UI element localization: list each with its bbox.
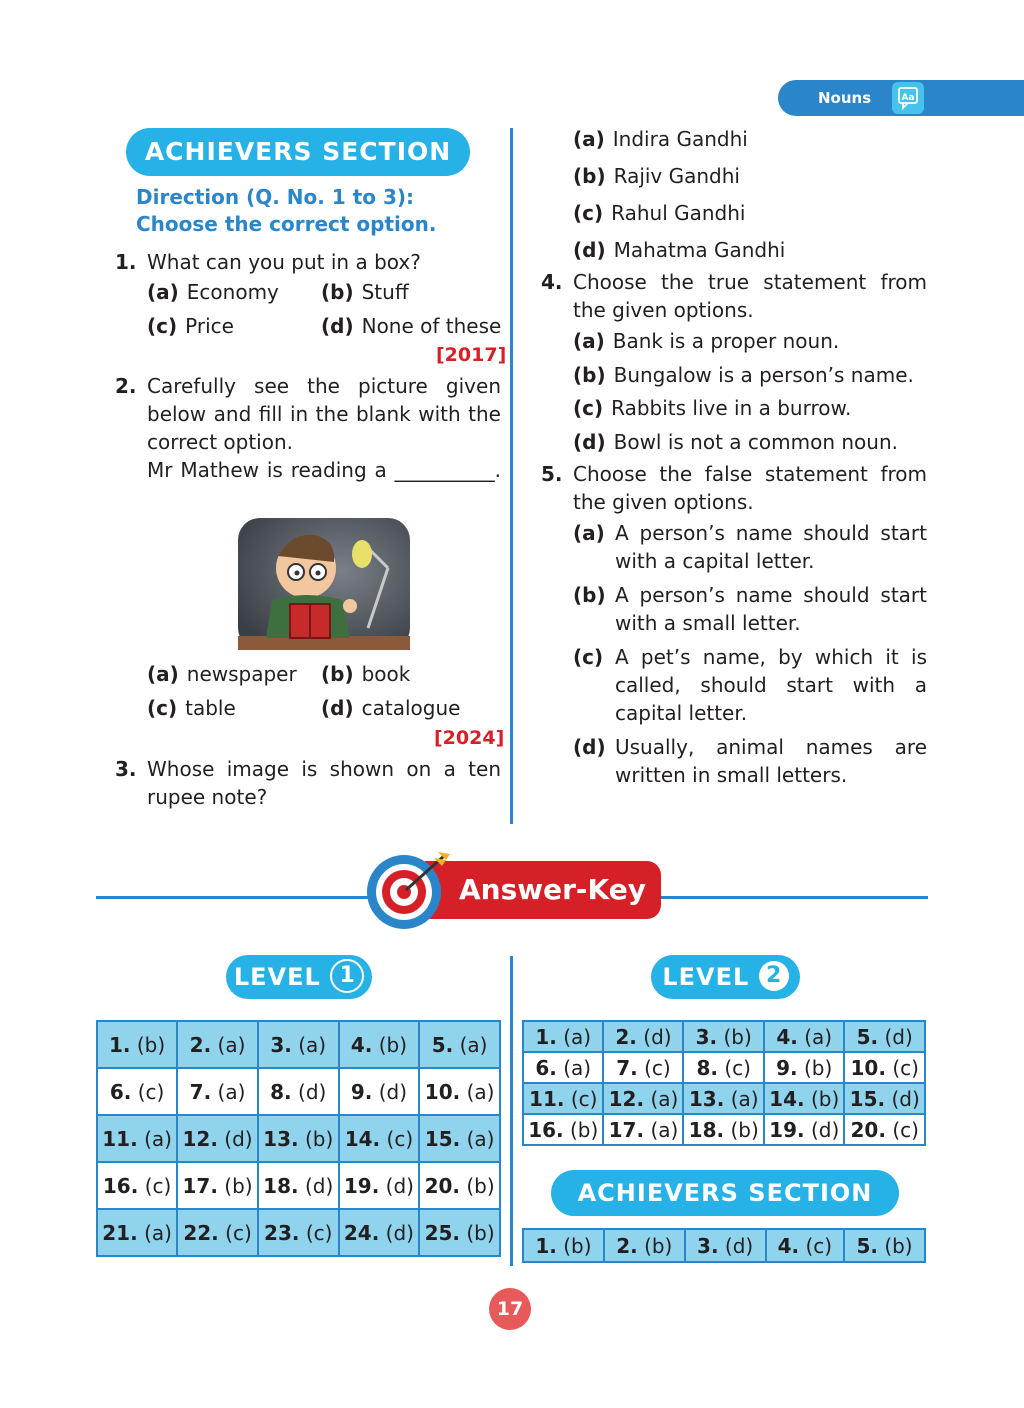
answer-cell: 23. (c) [258,1209,339,1256]
answer-cell: 10. (a) [419,1068,500,1115]
column-divider [510,128,513,824]
q3-option-d: (d) Mahatma Gandhi [573,238,786,262]
answer-row [97,1162,500,1209]
q2-option-c: (c) table [147,696,236,720]
answer-cell: 9. (b) [764,1052,844,1083]
direction-text: Direction (Q. No. 1 to 3): Choose the correct option. [136,185,437,236]
q1-option-d: (d) None of these [321,314,502,338]
q3-option-c: (c) Rahul Gandhi [573,201,746,225]
q5-option-c: (c) A pet’s name, by which it is called, should start with a capital letter. [573,645,927,725]
answer-row [97,1021,500,1068]
answer-cell: 16. (b) [523,1114,603,1145]
answer-cell: 17. (b) [177,1162,258,1209]
answer-cell: 15. (d) [844,1083,925,1114]
question-4: 4. Choose the true statement from the given options. [541,270,927,322]
answer-cell: 17. (a) [603,1114,683,1145]
answer-cell: 3. (a) [258,1021,339,1068]
answer-cell: 6. (c) [97,1068,177,1115]
answer-row [523,1229,925,1262]
answer-cell: 5. (a) [419,1021,500,1068]
q4-option-d: (d) Bowl is not a common noun. [573,430,898,454]
level-1-label: LEVEL 1 [226,955,372,999]
answer-cell: 6. (a) [523,1052,603,1083]
level-1-number: 1 [330,959,364,993]
q2-year: [2024] [434,727,505,749]
answer-cell: 16. (c) [97,1162,177,1209]
answer-cell: 1. (b) [97,1021,177,1068]
answer-cell: 11. (a) [97,1115,177,1162]
achievers-section-heading: ACHIEVERS SECTION [126,128,470,176]
answer-cell: 3. (b) [683,1021,763,1052]
question-3: 3. Whose image is shown on a ten rupee note? [115,757,501,809]
q2-option-a: (a) newspaper [147,662,297,686]
answer-cell: 10. (c) [844,1052,925,1083]
answer-cell: 12. (a) [603,1083,683,1114]
answer-cell: 12. (d) [177,1115,258,1162]
question-2: 2. Carefully see the picture given below and fill in the blank with the correct option. Mr Mathew is reading a __________. [115,374,501,482]
answer-cell: 5. (d) [844,1021,925,1052]
q5-option-b: (b) A person’s name should start with a small letter. [573,583,927,635]
q1-option-c: (c) Price [147,314,234,338]
question-5: 5. Choose the false statement from the given options. [541,462,927,514]
q5-option-a: (a) A person’s name should start with a capital letter. [573,521,927,573]
answer-cell: 4. (c) [766,1229,845,1262]
answer-cell: 19. (d) [764,1114,844,1145]
answer-key-rule-left [96,896,370,899]
answer-cell: 25. (b) [419,1209,500,1256]
answer-row [523,1052,925,1083]
answer-row [97,1209,500,1256]
answer-row [523,1083,925,1114]
aa-chat-icon [892,82,924,114]
q4-option-c: (c) Rabbits live in a burrow. [573,396,852,420]
answer-cell: 3. (d) [685,1229,766,1262]
answer-cell: 20. (c) [844,1114,925,1145]
answer-cell: 4. (b) [339,1021,420,1068]
question-1: 1. What can you put in a box? [115,250,421,274]
answer-cell: 15. (a) [419,1115,500,1162]
q1-year: [2017] [436,344,507,366]
target-icon [366,850,454,930]
q2-option-b: (b) book [321,662,411,686]
answer-cell: 8. (c) [683,1052,763,1083]
answer-cell: 5. (b) [844,1229,925,1262]
achievers-answer-table [522,1228,926,1263]
answer-cell: 14. (c) [339,1115,420,1162]
chapter-title: Nouns [818,89,872,107]
chapter-tab [778,80,1024,116]
answer-cell: 18. (b) [683,1114,763,1145]
answer-key-title: Answer-Key [459,873,647,906]
answer-key-divider [510,956,513,1266]
answer-cell: 2. (a) [177,1021,258,1068]
answer-cell: 13. (a) [683,1083,763,1114]
answer-cell: 4. (a) [764,1021,844,1052]
answer-row [523,1021,925,1052]
level-2-number: 2 [759,961,789,991]
q1-option-b: (b) Stuff [321,280,409,304]
q3-option-b: (b) Rajiv Gandhi [573,164,740,188]
answer-cell: 11. (c) [523,1083,603,1114]
q5-option-d: (d) Usually, animal names are written in small letters. [573,735,927,787]
answer-cell: 18. (d) [258,1162,339,1209]
answer-cell: 13. (b) [258,1115,339,1162]
answer-cell: 24. (d) [339,1209,420,1256]
answer-cell: 14. (b) [764,1083,844,1114]
level-1-answer-table [96,1020,501,1257]
answer-cell: 8. (d) [258,1068,339,1115]
answer-key-rule-right [660,896,928,899]
answer-cell: 19. (d) [339,1162,420,1209]
q1-option-a: (a) Economy [147,280,279,304]
answer-cell: 9. (d) [339,1068,420,1115]
q3-option-a: (a) Indira Gandhi [573,127,748,151]
answer-row [97,1068,500,1115]
q4-option-a: (a) Bank is a proper noun. [573,329,840,353]
answer-cell: 7. (c) [603,1052,683,1083]
answer-cell: 7. (a) [177,1068,258,1115]
answer-achievers-heading: ACHIEVERS SECTION [551,1170,899,1216]
answer-row [523,1114,925,1145]
answer-cell: 1. (b) [523,1229,604,1262]
answer-cell: 22. (c) [177,1209,258,1256]
answer-cell: 2. (d) [603,1021,683,1052]
answer-cell: 20. (b) [419,1162,500,1209]
answer-cell: 2. (b) [604,1229,685,1262]
answer-cell: 21. (a) [97,1209,177,1256]
answer-key-banner [425,861,661,919]
page-number: 17 [489,1288,531,1330]
reading-man-illustration [238,518,410,650]
answer-cell: 1. (a) [523,1021,603,1052]
answer-row [97,1115,500,1162]
level-2-answer-table [522,1020,926,1146]
svg-text:Aa: Aa [901,93,915,103]
level-2-label: LEVEL 2 [651,955,800,999]
q2-option-d: (d) catalogue [321,696,461,720]
q4-option-b: (b) Bungalow is a person’s name. [573,363,914,387]
